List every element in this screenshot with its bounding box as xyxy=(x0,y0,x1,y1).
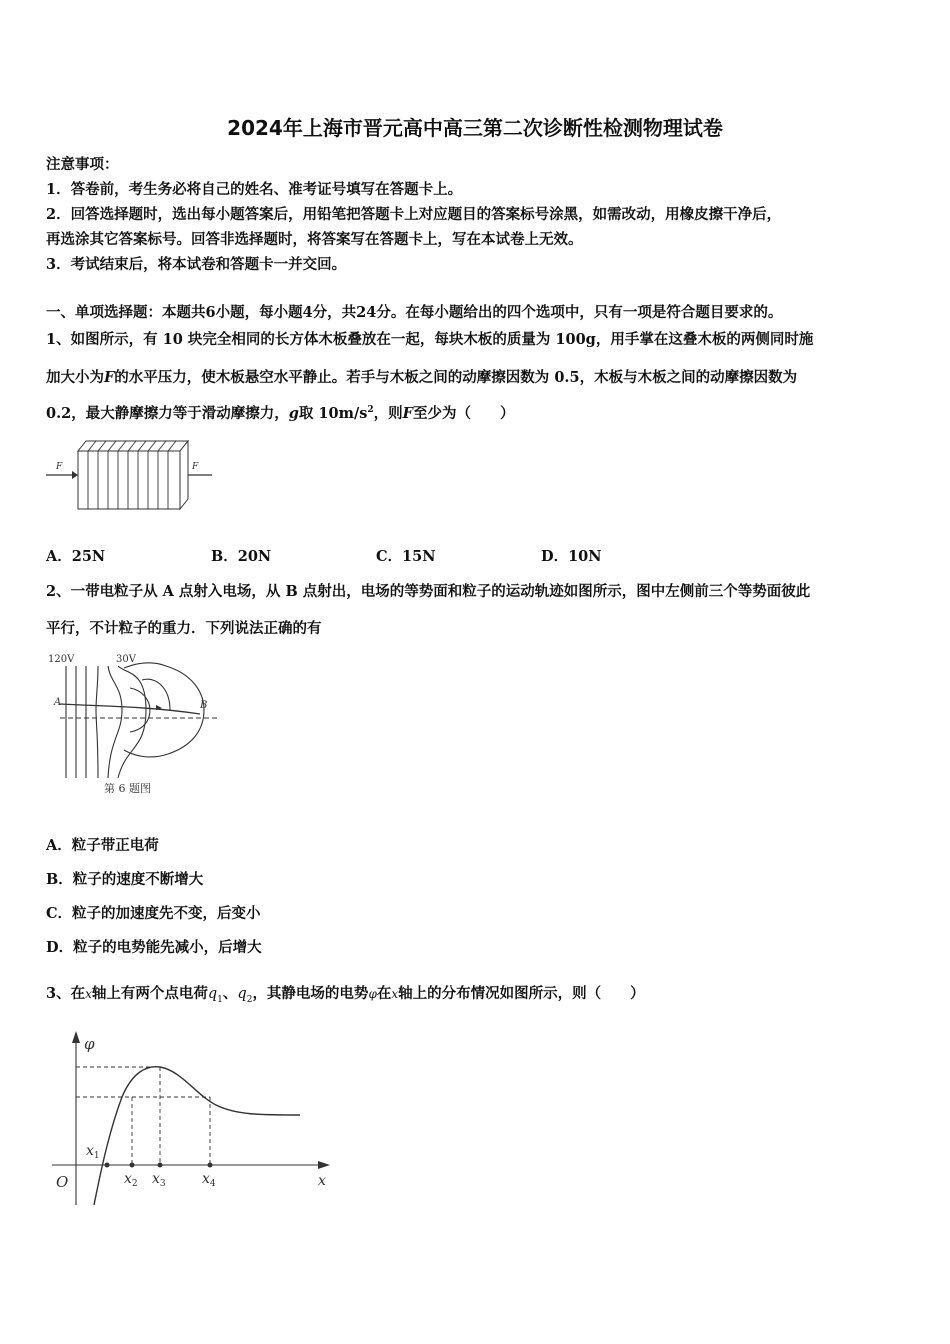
svg-text:O: O xyxy=(56,1173,69,1191)
svg-text:x1: $x_1$ xyxy=(86,1143,100,1161)
section-heading: 一、单项选择题：本题共6小题，每小题4分，共24分。在每小题给出的四个选项中，只有一项是符合题目要求的。 xyxy=(46,304,783,321)
option-a: A．25N xyxy=(46,548,106,565)
question-text: 2、一带电粒子从 A 点射入电场，从 B 点射出，电场的等势面和粒子的运动轨迹如图所示，图中左侧前三个等势面彼此 xyxy=(46,583,811,600)
wooden-boards-figure xyxy=(46,435,216,520)
svg-text:x4: $x_4$ xyxy=(202,1171,216,1189)
option-c: C．15N xyxy=(376,548,436,565)
svg-text:φ: φ xyxy=(84,1035,95,1053)
notice-heading: 注意事项： xyxy=(46,156,119,173)
option-b: B．粒子的速度不断增大 xyxy=(46,871,204,888)
equipotential-figure xyxy=(46,648,226,800)
svg-text:x3: $x_3$ xyxy=(152,1171,166,1189)
question-text: 1、如图所示，有 10 块完全相同的长方体木板叠放在一起，每块木板的质量为 100g，用手掌在这叠木板的两侧同时施 xyxy=(46,331,814,348)
question-text: 3、在x轴上有两个点电荷$q_1$、$q_2$，其静电场的电势φ在x轴上的分布情况如图所示，则（ ） xyxy=(46,985,645,1005)
option-c: C．粒子的加速度先不变，后变小 xyxy=(46,905,261,922)
notice-item: 2．回答选择题时，选出每小题答案后，用铅笔把答题卡上对应题目的答案标号涂黑，如需改动，用橡皮擦干净后， xyxy=(46,206,782,223)
option-b: B．20N xyxy=(211,548,272,565)
svg-text:B: B xyxy=(200,700,208,711)
svg-text:A: A xyxy=(54,697,62,708)
option-d: D．粒子的电势能先减小，后增大 xyxy=(46,939,262,956)
svg-text:120V: 120V xyxy=(48,654,75,665)
notice-item: 1．答卷前，考生务必将自己的姓名、准考证号填写在答题卡上。 xyxy=(46,181,463,198)
notice-item: 再选涂其它答案标号。回答非选择题时，将答案写在答题卡上，写在本试卷上无效。 xyxy=(46,231,583,248)
svg-text:F: F xyxy=(56,462,63,472)
svg-text:x: x xyxy=(318,1173,326,1189)
svg-text:30V: 30V xyxy=(116,654,136,665)
question-text: 0.2，最大静摩擦力等于滑动摩擦力，g取 $10m/s^2$，则F至少为（ ） xyxy=(46,405,515,422)
question-text: 加大小为F的水平压力，使木板悬空水平静止。若手与木板之间的动摩擦因数为 0.5，木板与木板之间的动摩擦因数为 xyxy=(46,369,798,386)
svg-text:F: F xyxy=(192,462,199,472)
option-d: D．10N xyxy=(541,548,602,565)
potential-graph xyxy=(46,1025,346,1215)
notice-item: 3．考试结束后，将本试卷和答题卡一并交回。 xyxy=(46,256,347,273)
question-text: 平行，不计粒子的重力．下列说法正确的有 xyxy=(46,620,322,637)
svg-text:x2: $x_2$ xyxy=(124,1171,138,1189)
page-title: 2024年上海市晋元高中高三第二次诊断性检测物理试卷 xyxy=(227,116,723,140)
svg-text:第 6 题图: 第 6 题图 xyxy=(104,782,151,795)
option-a: A．粒子带正电荷 xyxy=(46,837,159,854)
